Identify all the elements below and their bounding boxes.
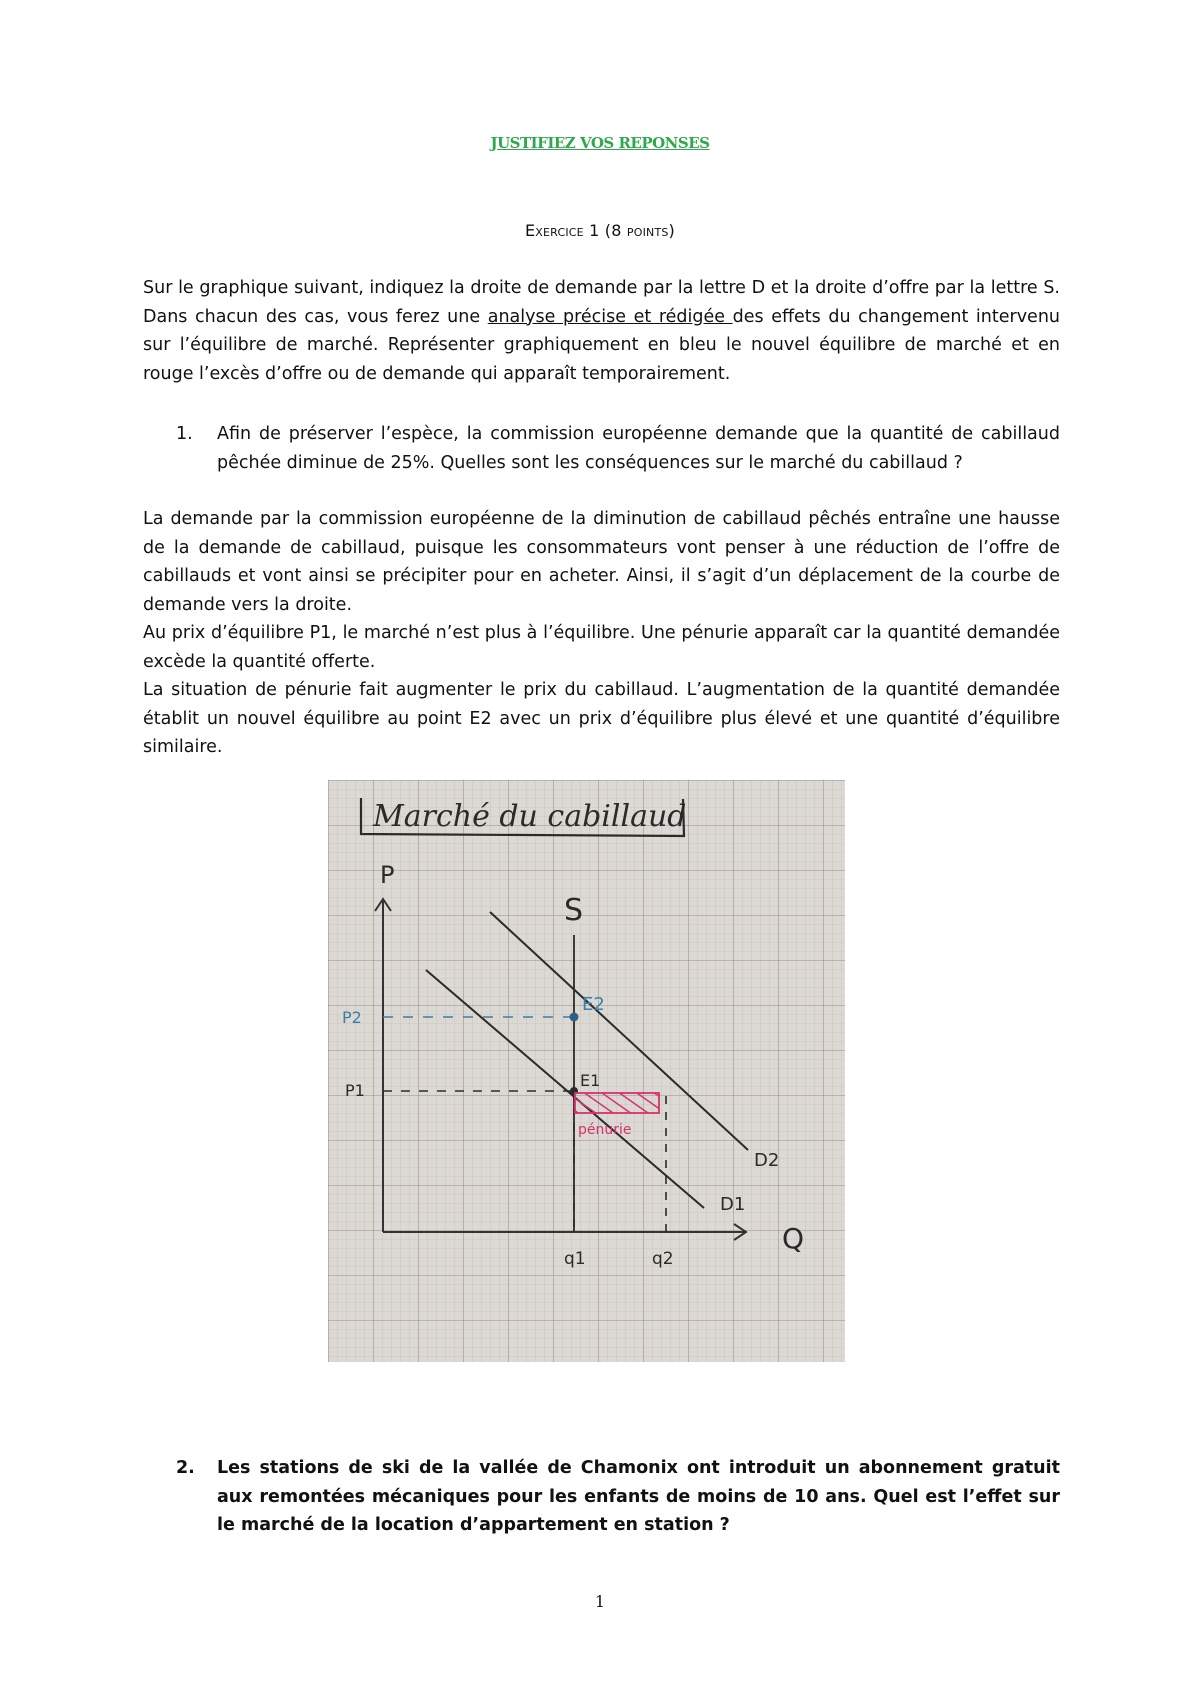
d2-label: D2 [754,1150,780,1171]
instructions-underlined: analyse précise et rédigée [487,306,733,327]
question-1-number: 1. [176,424,193,444]
e2-point [570,1013,579,1022]
answer-1-paragraph-2: Au prix d’équilibre P1, le marché n’est plus à l’équilibre. Une pénurie apparaît car la quantité demandée excède la quantité offerte. [143,623,1060,672]
d1-label: D1 [720,1194,746,1215]
instructions-text-1: Sur le graphique suivant, indiquez la droite de demande par la lettre D et la droite d’offre par la lettre S. Dans chacun des cas, vous ferez une [143,278,1060,327]
x-axis-label: Q [782,1222,805,1255]
page-number: 1 [594,1592,606,1611]
p1-label: P1 [345,1081,365,1100]
instructions-text-2: des effets du changement intervenu sur l’équilibre de marché. Représenter graphiquement en bleu le nouvel équilibre de marché et en rouge l’excès d’offre ou de demande qui apparaît temporairement. [143,306,1061,384]
e2-label: E2 [582,994,605,1015]
answer-1-paragraph-3: La situation de pénurie fait augmenter le prix du cabillaud. L’augmentation de la quantité demandée établit un nouvel équilibre au point E2 avec un prix d’équilibre plus élevé et une quantité d’équilibre similaire. [143,680,1060,757]
e1-label: E1 [580,1071,601,1090]
shortage-label: pénurie [578,1122,632,1138]
instructions-paragraph [143,274,1060,388]
question-1-text: Afin de préserver l’espèce, la commission européenne demande que la quantité de cabillaud pêchée diminue de 25%. Quelles sont les conséquences sur le marché du cabillaud ? [217,424,1060,473]
page-heading: JUSTIFIEZ VOS REPONSES [490,134,710,152]
p2-label: P2 [342,1008,362,1027]
supply-label: S [564,893,584,928]
q1-label: q1 [564,1249,586,1269]
question-2-number: 2. [176,1458,195,1478]
shortage-area [575,1093,659,1113]
question-2-text: Les stations de ski de la vallée de Chamonix ont introduit un abonnement gratuit aux remontées mécaniques pour les enfants de moins de 10 ans. Quel est l’effet sur le marché de la location d’appartement en station ? [217,1458,1060,1535]
figure-title: Marché du cabillaud [373,799,687,834]
answer-1-paragraph-1: La demande par la commission européenne de la diminution de cabillaud pêchés entraîne une hausse de la demande de cabillaud, puisque les consommateurs vont penser à une réduction de l’offre de cabillauds et vont ainsi se précipiter pour en acheter. Ainsi, il s’agit d’un déplacement de la courbe de demande vers la droite. [143,509,1060,615]
market-diagram-photo [328,780,845,1362]
y-axis-label: P [380,861,395,889]
market-diagram [328,780,845,1362]
q2-label: q2 [652,1249,674,1269]
exercise-title: Exercice 1 (8 points) [524,221,675,240]
